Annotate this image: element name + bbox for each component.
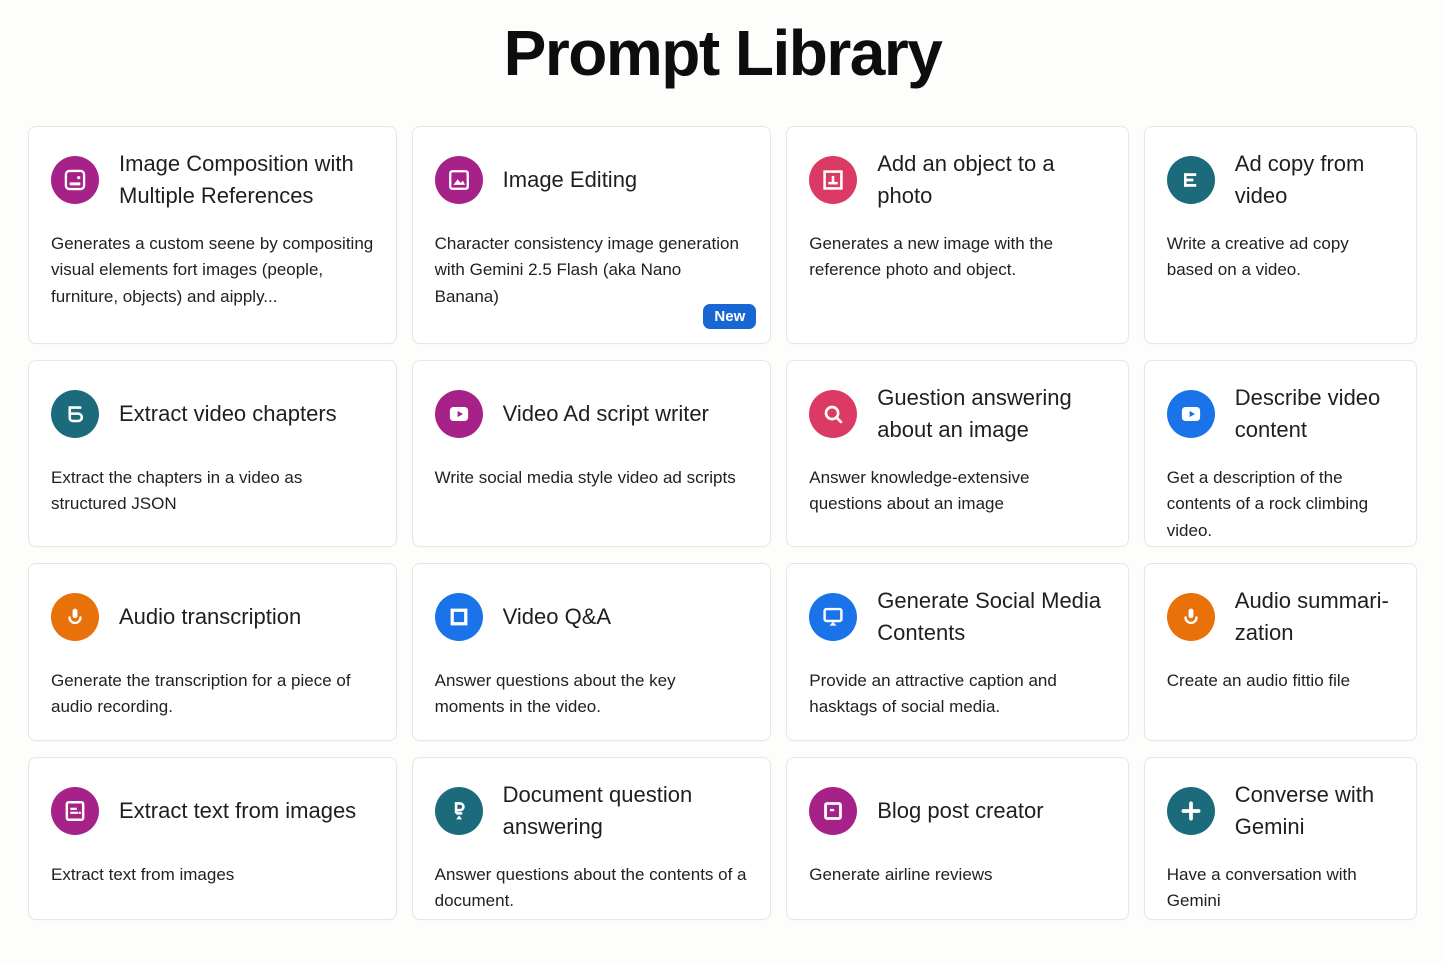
- card-description: Have a conversation with Gemini: [1166, 865, 1357, 911]
- square-icon: [435, 593, 483, 641]
- card-description: Generate the transcription for a piece of audio recording.: [51, 671, 351, 717]
- card-title: Audio summari-zation: [1234, 588, 1389, 645]
- card-header: [1167, 584, 1394, 650]
- mic-icon: [1167, 593, 1215, 641]
- image-icon: [435, 156, 483, 204]
- prompt-card[interactable]: [1144, 360, 1417, 547]
- prompt-card[interactable]: [786, 126, 1129, 344]
- document-text-icon: [51, 787, 99, 835]
- card-title: Describe video content: [1234, 385, 1381, 442]
- card-title: Image Composition with Multiple References: [119, 151, 354, 208]
- card-description: Generates a new image with the reference photo and object.: [809, 234, 1054, 280]
- card-header: [435, 584, 749, 650]
- card-header: [435, 147, 749, 213]
- card-title: Guestion answering about an image: [877, 385, 1072, 442]
- mic-icon: [51, 593, 99, 641]
- search-icon: [809, 390, 857, 438]
- card-title: Video Ad script writer: [502, 401, 709, 427]
- card-description: Write a creative ad copy based on a video.: [1166, 234, 1349, 280]
- prompt-card[interactable]: [1144, 563, 1417, 741]
- prompt-card[interactable]: [28, 360, 397, 547]
- card-title: Image Editing: [502, 167, 638, 193]
- card-header: [1167, 381, 1394, 447]
- card-header: [809, 147, 1106, 213]
- card-header: [435, 381, 749, 447]
- card-header: [1167, 147, 1394, 213]
- prompt-card[interactable]: [1144, 757, 1417, 920]
- card-description: Create an audio fittio file: [1166, 671, 1351, 690]
- card-description: Get a description of the contents of a rock climbing video.: [1166, 468, 1369, 540]
- card-title: Extract text from images: [119, 798, 357, 824]
- monitor-icon: [809, 593, 857, 641]
- card-header: [51, 778, 374, 844]
- page-title: Prompt Library: [503, 17, 942, 89]
- prompt-card[interactable]: [786, 360, 1129, 547]
- card-header: [435, 778, 749, 844]
- blog-post-icon: [809, 787, 857, 835]
- prompt-card[interactable]: [412, 757, 772, 920]
- prompt-card-grid: [28, 126, 1417, 920]
- card-title: Document question answering: [502, 782, 693, 839]
- smart-display-icon: [1167, 390, 1215, 438]
- prompt-card[interactable]: [28, 126, 397, 344]
- card-description: Extract text from images: [51, 865, 235, 884]
- card-title: Add an object to a photo: [877, 151, 1055, 208]
- video-play-icon: [435, 390, 483, 438]
- prompt-card[interactable]: [1144, 126, 1417, 344]
- card-header: [809, 584, 1106, 650]
- image-composition-icon: [51, 156, 99, 204]
- prompt-card[interactable]: [412, 360, 772, 547]
- card-title: Audio transcription: [119, 604, 302, 630]
- new-badge: New: [703, 304, 756, 329]
- prompt-card[interactable]: [786, 563, 1129, 741]
- card-description: Character consistency image generation with Gemini 2.5 Flash (aka Nano Banana): [434, 234, 739, 306]
- prompt-card[interactable]: [28, 563, 397, 741]
- card-title: Converse with Gemini: [1234, 782, 1375, 839]
- add-photo-icon: [809, 156, 857, 204]
- plus-icon: [1167, 787, 1215, 835]
- card-description: Answer knowledge-extensive questions about an image: [809, 468, 1030, 514]
- card-description: Extract the chapters in a video as structured JSON: [51, 468, 303, 514]
- card-title: Extract video chapters: [119, 401, 337, 427]
- card-header: [809, 778, 1106, 844]
- card-title: Blog post creator: [877, 798, 1044, 824]
- ad-copy-lines-icon: [1167, 156, 1215, 204]
- card-description: Provide an attractive caption and hasktags of social media.: [809, 671, 1057, 717]
- card-description: Generate airline reviews: [809, 865, 993, 884]
- card-header: [51, 147, 374, 213]
- card-header: [51, 584, 374, 650]
- card-description: Answer questions about the contents of a document.: [434, 865, 747, 911]
- card-description: Answer questions about the key moments in the video.: [434, 671, 676, 717]
- document-qa-icon: [435, 787, 483, 835]
- card-description: Generates a custom seene by compositing visual elements fort images (people, furniture, objects) and aipply...: [51, 234, 374, 306]
- prompt-card[interactable]: [28, 757, 397, 920]
- video-chapters-icon: [51, 390, 99, 438]
- card-header: [51, 381, 374, 447]
- card-header: [809, 381, 1106, 447]
- prompt-card[interactable]: [786, 757, 1129, 920]
- prompt-card[interactable]: [412, 563, 772, 741]
- card-header: [1167, 778, 1394, 844]
- card-description: Write social media style video ad scripts: [434, 468, 736, 487]
- card-title: Video Q&A: [502, 604, 612, 630]
- prompt-card[interactable]: [412, 126, 772, 344]
- card-title: Ad copy from video: [1234, 151, 1365, 208]
- card-title: Generate Social Media Contents: [877, 588, 1102, 645]
